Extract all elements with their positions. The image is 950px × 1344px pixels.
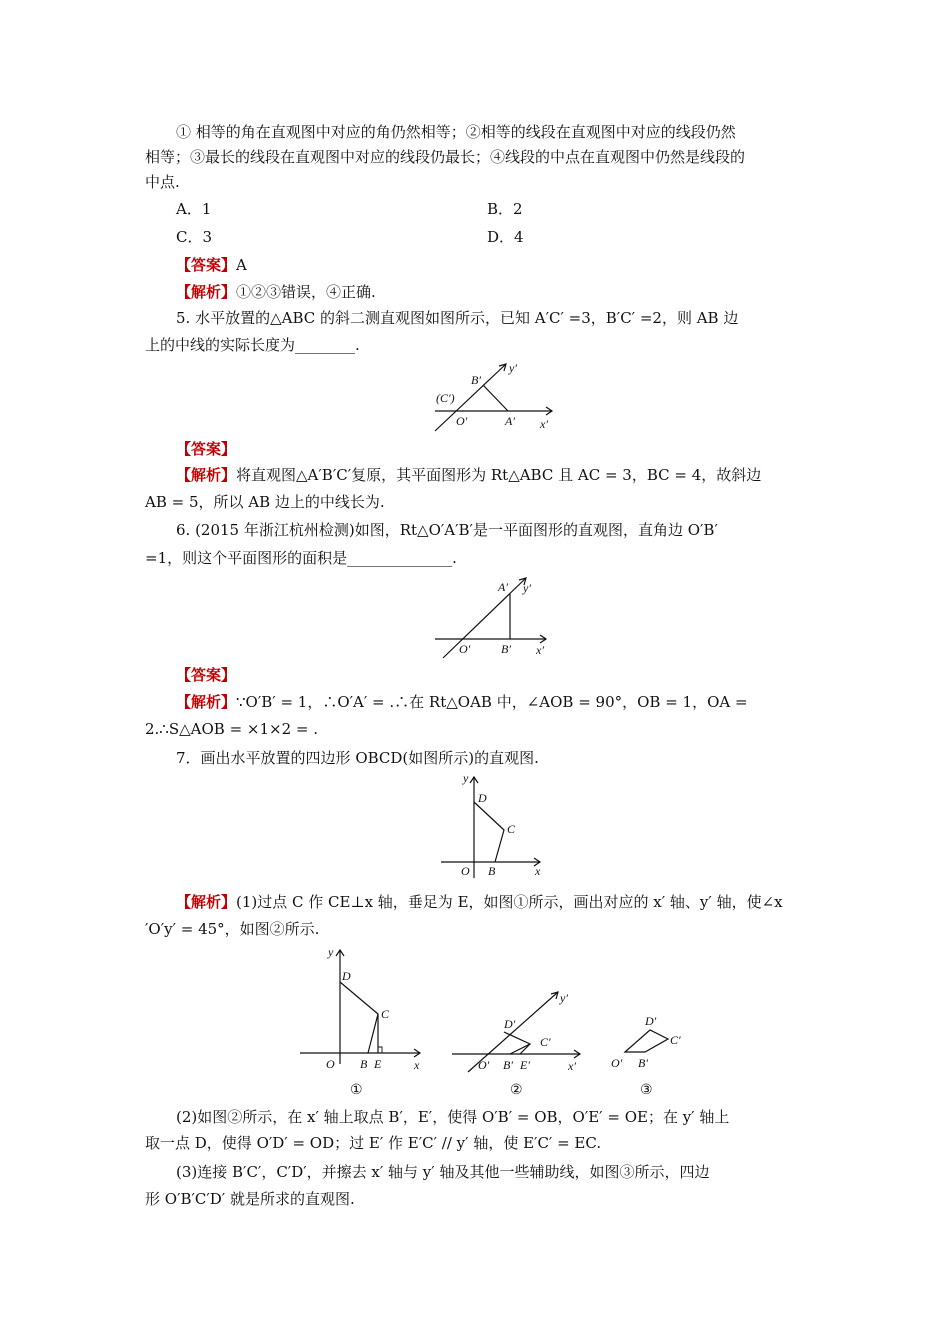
q7-original-figure — [438, 772, 548, 882]
q6-statement-line1: 6. (2015 年浙江杭州检测)如图，Rt△O′A′B′是一平面图形的直观图，直角边 O′B′ — [176, 521, 718, 539]
q5-label-b: B′ — [471, 373, 481, 387]
q5-answer — [176, 437, 807, 461]
q5-segment-ba — [483, 385, 508, 411]
answer-tag: 【答案】 — [176, 440, 237, 458]
fig1-label-o: O — [326, 1057, 335, 1071]
q7-step3-line1: (3)连接 B′C′，C′D′，并擦去 x′ 轴与 y′ 轴及其他一些辅助线，如图③所示，四边 — [176, 1163, 710, 1181]
analysis-tag: 【解析】 — [176, 693, 237, 711]
q7-label-y: y — [463, 771, 469, 785]
fig2-label-o: O′ — [478, 1058, 490, 1072]
q4-option-c: C．3 — [176, 228, 213, 246]
q4-statement-line2: 相等；③最长的线段在直观图中对应的线段仍最长；④线段的中点在直观图中仍然是线段的 — [145, 148, 746, 166]
q4-statement-line1: ① 相等的角在直观图中对应的角仍然相等；②相等的线段在直观图中对应的线段仍然 — [176, 123, 736, 141]
q6-label-o: O′ — [459, 642, 471, 656]
fig1-label-c: C — [381, 1007, 390, 1021]
q4-statement-line3: 中点. — [145, 173, 180, 191]
fig1-label-b: B — [360, 1057, 368, 1071]
q5-label-a: A′ — [505, 414, 515, 428]
q5-analysis-line1 — [176, 463, 807, 487]
fig3-label-d: D′ — [645, 1014, 657, 1028]
fig2-quadrilateral — [504, 1032, 530, 1054]
q7-step3-line2: 形 O′B′C′D′ 就是所求的直观图. — [145, 1190, 355, 1208]
analysis-tag: 【解析】 — [176, 466, 237, 484]
q5-statement-line1: 5. 水平放置的△ABC 的斜二测直观图如图所示，已知 A′C′ =3，B′C′ =2，则 AB 边 — [176, 309, 739, 327]
q5-label-o: O′ — [456, 414, 468, 428]
fig2-segment-ec — [520, 1044, 530, 1054]
fig2-label-e: E′ — [520, 1058, 530, 1072]
q7-step2-line1: (2)如图②所示，在 x′ 轴上取点 B′，E′，使得 O′B′ = OB，O′E′ = OE；在 y′ 轴上 — [176, 1108, 730, 1126]
fig2-label-d: D′ — [504, 1017, 516, 1031]
q7-analysis-line2: ′O′y′ = 45°，如图②所示. — [145, 920, 320, 938]
analysis-tag: 【解析】 — [176, 283, 237, 301]
q6-figure — [432, 576, 552, 661]
fig1-label-y: y — [328, 945, 334, 959]
q7-label-d: D — [478, 791, 487, 805]
q7-figure-2 — [448, 988, 588, 1100]
fig1-label-x: x — [414, 1058, 420, 1072]
q7-quadrilateral — [474, 802, 504, 862]
answer-tag: 【答案】 — [176, 666, 237, 684]
q7-figure-3 — [608, 1008, 693, 1100]
q6-analysis-line2: 2.∴S△AOB = ×1×2 = . — [145, 720, 319, 738]
q4-option-b: B．2 — [487, 200, 523, 218]
fig3-label-c: C′ — [670, 1033, 681, 1047]
q5-label-x: x′ — [540, 417, 548, 431]
fig1-label-e: E — [374, 1057, 382, 1071]
q6-label-b: B′ — [501, 642, 511, 656]
q5-analysis-line2: AB = 5，所以 AB 边上的中线长为. — [145, 493, 385, 511]
q6-analysis-line1 — [176, 690, 807, 714]
q6-answer — [176, 663, 807, 687]
analysis-tag: 【解析】 — [176, 893, 237, 911]
q6-label-x: x′ — [536, 643, 544, 657]
q7-statement: 7．画出水平放置的四边形 OBCD(如图所示)的直观图. — [176, 749, 539, 767]
fig1-quadrilateral — [340, 982, 378, 1053]
q5-label-c: (C′) — [436, 391, 455, 405]
q7-label-c: C — [507, 822, 516, 836]
fig3-label-o: O′ — [611, 1056, 623, 1070]
fig2-label-y: y′ — [560, 991, 568, 1005]
q4-answer-value: A — [236, 256, 247, 274]
q5-statement-line2: 上的中线的实际长度为________. — [145, 336, 360, 354]
fig1-right-angle-mark — [378, 1047, 382, 1053]
fig2-label-x: x′ — [568, 1059, 576, 1073]
q6-analysis-text1: ∵O′B′ = 1，∴O′A′ = .∴在 Rt△OAB 中，∠AOB = 90°，OB = 1，OA = — [236, 693, 748, 711]
q7-label-o: O — [461, 864, 470, 878]
q5-analysis-text1: 将直观图△A′B′C′复原，其平面图形为 Rt△ABC 且 AC = 3，BC = 4，故斜边 — [236, 466, 762, 484]
fig1-number: ① — [350, 1083, 363, 1098]
q6-label-a: A′ — [498, 580, 508, 594]
q7-figure-1 — [298, 940, 428, 1100]
fig1-label-d: D — [342, 969, 351, 983]
q6-y-axis — [443, 578, 526, 658]
q6-statement-line2: =1，则这个平面图形的面积是______________. — [145, 549, 457, 567]
q7-label-b: B — [488, 864, 496, 878]
fig3-label-b: B′ — [638, 1056, 648, 1070]
q5-figure — [430, 360, 560, 435]
q4-option-a: A．1 — [176, 200, 212, 218]
q7-analysis-text1: (1)过点 C 作 CE⊥x 轴，垂足为 E，如图①所示，画出对应的 x′ 轴、y′ 轴，使∠x — [236, 893, 783, 911]
q4-analysis — [176, 280, 807, 304]
q7-step2-line2: 取一点 D，使得 O′D′ = OD；过 E′ 作 E′C′ // y′ 轴，使 E′C′ = EC. — [145, 1134, 602, 1152]
fig2-number: ② — [510, 1083, 523, 1098]
fig2-label-c: C′ — [540, 1035, 551, 1049]
fig3-quadrilateral — [625, 1030, 668, 1052]
q5-label-y: y′ — [509, 361, 517, 375]
q7-label-x: x — [535, 864, 541, 878]
answer-tag: 【答案】 — [176, 256, 237, 274]
fig2-label-b: B′ — [503, 1058, 513, 1072]
q4-analysis-text: ①②③错误，④正确. — [236, 283, 376, 301]
q4-option-d: D．4 — [487, 228, 524, 246]
q4-answer — [176, 253, 807, 277]
q7-analysis-line1 — [176, 890, 807, 914]
q6-label-y: y′ — [523, 581, 531, 595]
fig3-number: ③ — [640, 1083, 653, 1098]
